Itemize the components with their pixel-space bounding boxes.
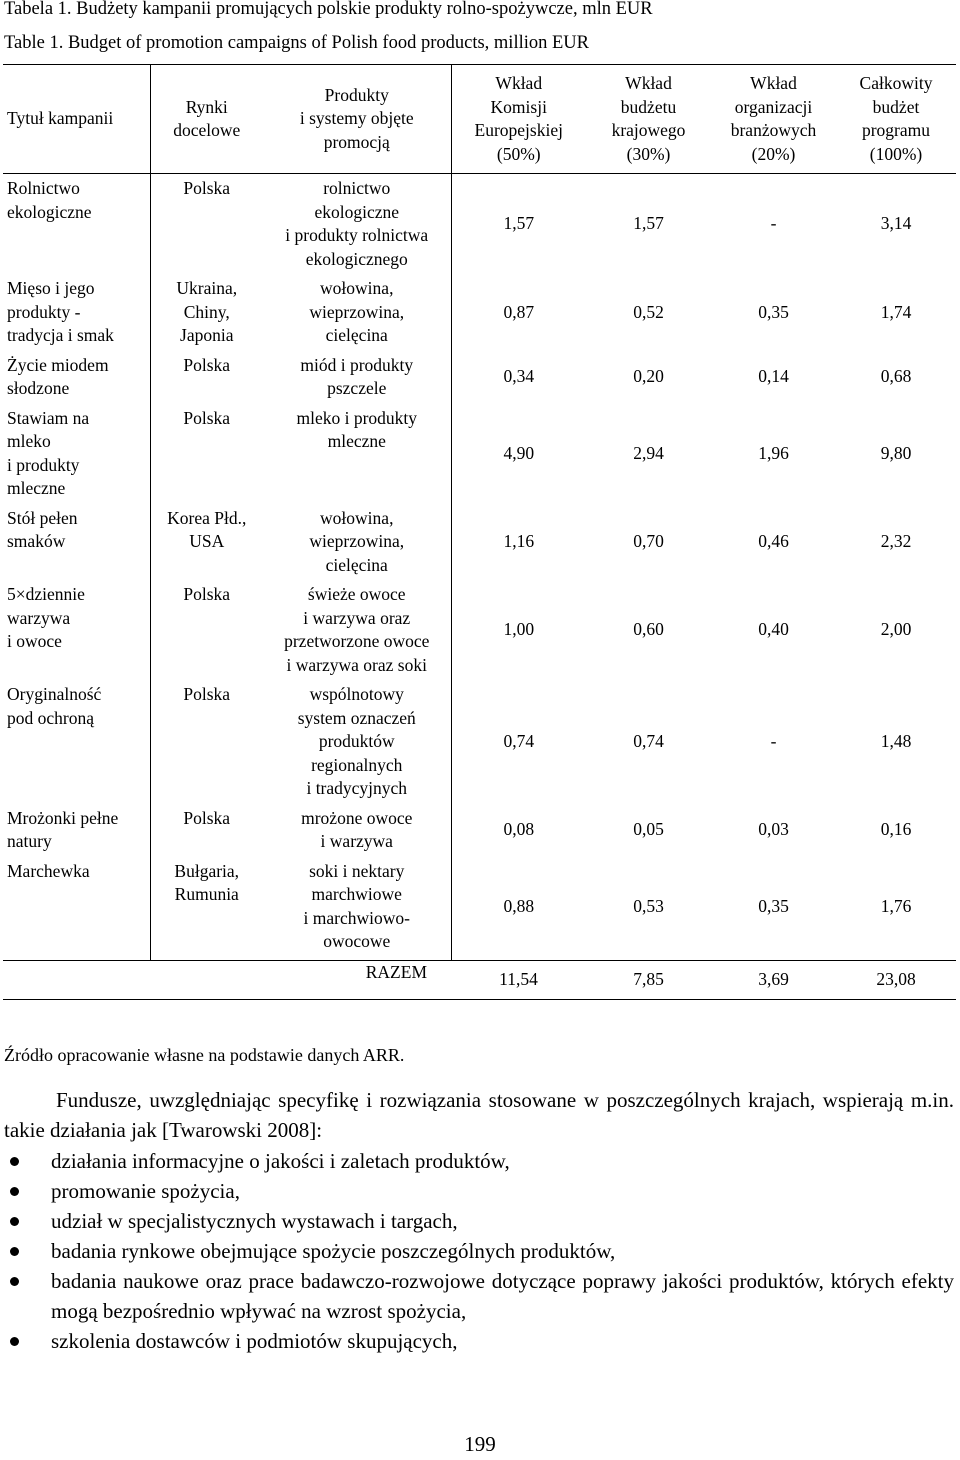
national-contribution-cell: 0,20 (633, 366, 664, 387)
total-budget-cell: 1,48 (880, 731, 912, 751)
target-markets-cell: Ukraina, Chiny, Japonia (150, 274, 263, 351)
ec-contribution-cell: 1,16 (503, 531, 535, 551)
national-contribution-cell: 2,94 (633, 442, 664, 463)
national-contribution-cell: 0,60 (633, 619, 664, 640)
products-cell: mleko i produkty mleczne (263, 404, 451, 504)
table-row (3, 351, 956, 404)
total-budget-cell: 0,68 (880, 366, 912, 387)
bullet-item: badania rynkowe obejmujące spożycie poszczególnych produktów, (4, 1236, 954, 1266)
campaign-title-cell: Stawiam na mleko i produkty mleczne (7, 407, 90, 498)
national-contribution-cell: 0,05 (633, 819, 664, 840)
ec-contribution-cell: 1,00 (503, 619, 535, 640)
target-markets-cell: Polska (150, 804, 263, 857)
total-budget-cell: 9,80 (880, 442, 912, 463)
industry-contribution-cell: - (770, 731, 777, 751)
table-row (3, 274, 956, 351)
total-budget-value: 23,08 (836, 960, 956, 999)
total-budget-cell: 2,00 (880, 619, 912, 640)
table-row (3, 504, 956, 581)
campaign-title-cell: Mięso i jego produkty - tradycja i smak (7, 278, 114, 345)
national-contribution-cell: 0,70 (633, 531, 664, 551)
industry-contribution-cell: 0,46 (758, 531, 789, 551)
table-caption-english: Table 1. Budget of promotion campaigns of Polish food products, million EUR (4, 33, 589, 53)
industry-contribution-cell: 0,35 (758, 895, 789, 916)
bullet-item: badania naukowe oraz prace badawczo-rozwojowe dotyczące poprawy jakości produktów, których efekty mogą bezpośrednio wpływać na wzrost spożycia, (4, 1266, 954, 1326)
campaign-title-cell: Rolnictwo ekologiczne (7, 178, 92, 222)
national-contribution-cell: 0,53 (633, 895, 664, 916)
ec-contribution-cell: 0,08 (503, 819, 535, 840)
bullet-dot-icon (10, 1157, 19, 1166)
campaign-title-cell: Stół pełen smaków (7, 507, 78, 551)
table-row (3, 680, 956, 804)
industry-contribution-cell: 0,03 (758, 819, 789, 840)
products-cell: miód i produkty pszczele (263, 351, 451, 404)
target-markets-cell: Polska (150, 680, 263, 804)
total-ec-value: 11,54 (451, 960, 586, 999)
bullet-item: działania informacyjne o jakości i zaletach produktów, (4, 1146, 954, 1176)
header-national-contribution: Wkład budżetu krajowego (30%) (586, 65, 711, 174)
table-row (3, 174, 956, 275)
products-cell: wołowina, wieprzowina, cielęcina (263, 274, 451, 351)
industry-contribution-cell: 0,40 (758, 619, 789, 640)
national-contribution-cell: 0,74 (633, 731, 664, 751)
target-markets-cell: Polska (150, 174, 263, 275)
ec-contribution-cell: 0,34 (503, 366, 535, 387)
bullet-dot-icon (10, 1247, 19, 1256)
products-cell: wspólnotowy system oznaczeń produktów regionalnych i tradycyjnych (263, 680, 451, 804)
total-budget-cell: 1,74 (880, 301, 912, 322)
ec-contribution-cell: 4,90 (503, 442, 535, 463)
ec-contribution-cell: 0,87 (503, 301, 535, 322)
campaign-budget-table (3, 64, 956, 1000)
target-markets-cell: Bułgaria, Rumunia (150, 857, 263, 961)
bullet-dot-icon (10, 1187, 19, 1196)
total-national-value: 7,85 (586, 960, 711, 999)
target-markets-cell: Polska (150, 351, 263, 404)
products-cell: świeże owoce i warzywa oraz przetworzone owoce i warzywa oraz soki (263, 580, 451, 680)
table-header-row (3, 65, 956, 174)
total-budget-cell: 2,32 (880, 531, 912, 551)
national-contribution-cell: 0,52 (633, 301, 664, 322)
campaign-title-cell: Marchewka (7, 860, 90, 881)
industry-contribution-cell: 0,14 (758, 366, 789, 387)
target-markets-cell: Polska (150, 404, 263, 504)
products-cell: soki i nektary marchwiowe i marchwiowo- owocowe (263, 857, 451, 961)
total-budget-cell: 0,16 (880, 819, 912, 840)
bullet-item: udział w specjalistycznych wystawach i targach, (4, 1206, 954, 1236)
total-budget-cell: 3,14 (880, 213, 912, 234)
table-source-note: Źródło opracowanie własne na podstawie danych ARR. (4, 1045, 405, 1065)
ec-contribution-cell: 0,74 (503, 731, 535, 751)
body-paragraph: Fundusze, uwzględniając specyfikę i rozwiązania stosowane w poszczególnych krajach, wspierają m.in. takie działania jak [Twarowski 2008]: (4, 1088, 954, 1142)
bullet-item: promowanie spożycia, (4, 1176, 954, 1206)
header-industry-contribution: Wkład organizacji branżowych (20%) (711, 65, 836, 174)
products-cell: rolnictwo ekologiczne i produkty rolnictwa ekologicznego (263, 174, 451, 275)
industry-contribution-cell: 0,35 (758, 301, 789, 322)
campaign-title-cell: 5×dziennie warzywa i owoce (7, 584, 85, 651)
total-label: RAZEM (3, 960, 451, 999)
ec-contribution-cell: 1,57 (503, 213, 535, 234)
total-row (3, 960, 956, 999)
header-ec-contribution: Wkład Komisji Europejskiej (50%) (451, 65, 586, 174)
ec-contribution-cell: 0,88 (503, 895, 535, 916)
target-markets-cell: Polska (150, 580, 263, 680)
activities-bullet-list (4, 1146, 954, 1356)
table-caption-polish: Tabela 1. Budżety kampanii promujących polskie produkty rolno-spożywcze, mln EUR (4, 0, 653, 19)
header-target-markets: Rynki docelowe (150, 65, 263, 174)
header-products: Produkty i systemy objęte promocją (263, 65, 451, 174)
table-row (3, 580, 956, 680)
industry-contribution-cell: - (770, 213, 777, 234)
bullet-item: szkolenia dostawców i podmiotów skupujących, (4, 1326, 954, 1356)
page-number: 199 (464, 1432, 496, 1456)
national-contribution-cell: 1,57 (633, 213, 664, 234)
products-cell: mrożone owoce i warzywa (263, 804, 451, 857)
bullet-dot-icon (10, 1277, 19, 1286)
campaign-title-cell: Mrożonki pełne natury (7, 807, 119, 851)
industry-contribution-cell: 1,96 (758, 442, 789, 463)
total-industry-value: 3,69 (711, 960, 836, 999)
campaign-title-cell: Oryginalność pod ochroną (7, 684, 102, 728)
total-budget-cell: 1,76 (880, 895, 912, 916)
header-campaign-title: Tytuł kampanii (3, 65, 150, 174)
bullet-dot-icon (10, 1337, 19, 1346)
target-markets-cell: Korea Płd., USA (150, 504, 263, 581)
bullet-dot-icon (10, 1217, 19, 1226)
header-total-budget: Całkowity budżet programu (100%) (836, 65, 956, 174)
table-row (3, 804, 956, 857)
table-row (3, 857, 956, 961)
table-row (3, 404, 956, 504)
campaign-title-cell: Życie miodem słodzone (7, 354, 109, 398)
products-cell: wołowina, wieprzowina, cielęcina (263, 504, 451, 581)
